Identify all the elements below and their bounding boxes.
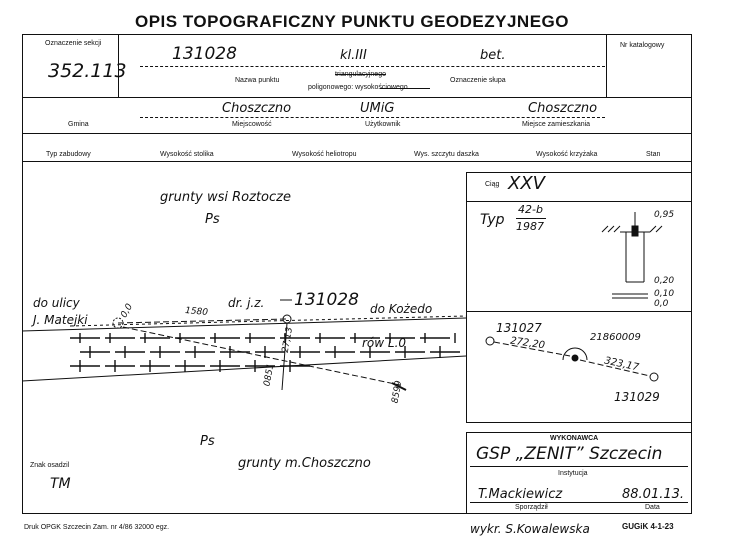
network-p1: 131027 (496, 321, 542, 335)
zamieszkanie-label: Miejsce zamieszkania (522, 121, 591, 128)
nr-katalogowy-label: Nr katalogowy (620, 42, 665, 49)
column-wys-szczytu-daszka: Wys. szczytu daszka (414, 151, 479, 158)
ciag-value: XXV (508, 173, 545, 194)
znak-value: TM (50, 476, 71, 492)
typ-numerator: 42-b (518, 203, 543, 216)
network-p2: 131029 (614, 390, 660, 404)
sekcja-value: 352.113 (48, 60, 127, 82)
do-ulicy: do ulicy (33, 296, 80, 310)
column-typ-zabudowy: Typ zabudowy (46, 151, 91, 158)
rowlo: rów L.0 (362, 336, 407, 350)
dist-0: 0,0 (119, 302, 136, 320)
znak-label: Znak osadzil (30, 462, 70, 469)
instytucja-label: Instytucja (558, 470, 588, 477)
gugik-code: GUGiK 4-1-23 (622, 522, 674, 531)
zamieszkanie-value: Choszczno (528, 101, 598, 116)
gmina-label: Gmina (68, 121, 89, 128)
column-stan: Stan (646, 151, 661, 158)
matejki: J. Matejki (33, 313, 88, 327)
miejscowosc-value: Choszczno (222, 101, 292, 116)
uzytkownik-label: Użytkownik (365, 121, 401, 128)
column-wysokosc-krzyzaka: Wysokość krzyżaka (536, 151, 598, 158)
network-angle: 21860009 (590, 332, 641, 343)
page-title: OPIS TOPOGRAFICZNY PUNKTU GEODEZYJNEGO (135, 12, 569, 31)
numer-value: 131028 (172, 44, 237, 64)
sekcja-label: Oznaczenie sekcji (45, 40, 102, 47)
oznaczenie-slupa-label: Oznaczenie słupa (450, 77, 506, 84)
klasa-value: kl.III (340, 48, 367, 63)
data-value: 88.01.13. (622, 487, 685, 502)
druk-info: Druk OPGK Szczecin Zam. nr 4/86 32000 egz. (24, 524, 170, 531)
dist-1580: 1580 (184, 306, 209, 318)
wykonawca-value: GSP „ZENIT” Szczecin (476, 444, 663, 464)
dist-8599: 8599 (390, 379, 405, 405)
column-wysokosc-heliotropu: Wysokość heliotropu (292, 151, 357, 158)
network-d1: 272,20 (509, 335, 546, 352)
sporzadzil-value: T.Mackiewicz (478, 487, 563, 502)
depth-3: 0,10 (654, 289, 675, 299)
depth-2: 0,20 (654, 276, 675, 286)
depth-4: 0,0 (654, 299, 669, 309)
network-d2: 323,17 (603, 355, 640, 374)
typ-year: 1987 (516, 220, 544, 233)
dist-2713: 27,13 (280, 326, 296, 354)
nazwa-option-1: triangulacyjnego (335, 71, 386, 78)
dr-jz: dr. j.z. (228, 296, 265, 310)
grunty-top: grunty wsi Roztocze (160, 190, 291, 205)
wykonawca-label: WYKONAWCA (550, 435, 599, 442)
ps-top: Ps (205, 212, 220, 227)
wykr: wykr. S.Kowalewska (470, 522, 590, 536)
data-label: Data (645, 504, 660, 511)
nazwa-option-2: poligonowego: wysokościowego (308, 84, 408, 91)
sporzadzil-label: Sporządził (515, 504, 548, 511)
uzytkownik-value: UMiG (360, 101, 395, 116)
do-kozedo: do Kożedo (370, 302, 433, 316)
point-number: 131028 (294, 290, 359, 310)
dist-0851: 0851 (262, 362, 277, 388)
ps-bottom: Ps (200, 434, 215, 449)
ciag-label: Ciąg (485, 181, 500, 188)
nazwa-label: Nazwa punktu (235, 77, 280, 84)
depth-1: 0,95 (654, 210, 675, 220)
slup-value: bet. (480, 48, 506, 63)
column-wysokosc-stolika: Wysokość stolika (160, 151, 214, 158)
miejscowosc-label: Miejscowość (232, 121, 272, 128)
typ-label: Typ (480, 212, 505, 228)
grunty-bottom: grunty m.Choszczno (238, 456, 371, 471)
